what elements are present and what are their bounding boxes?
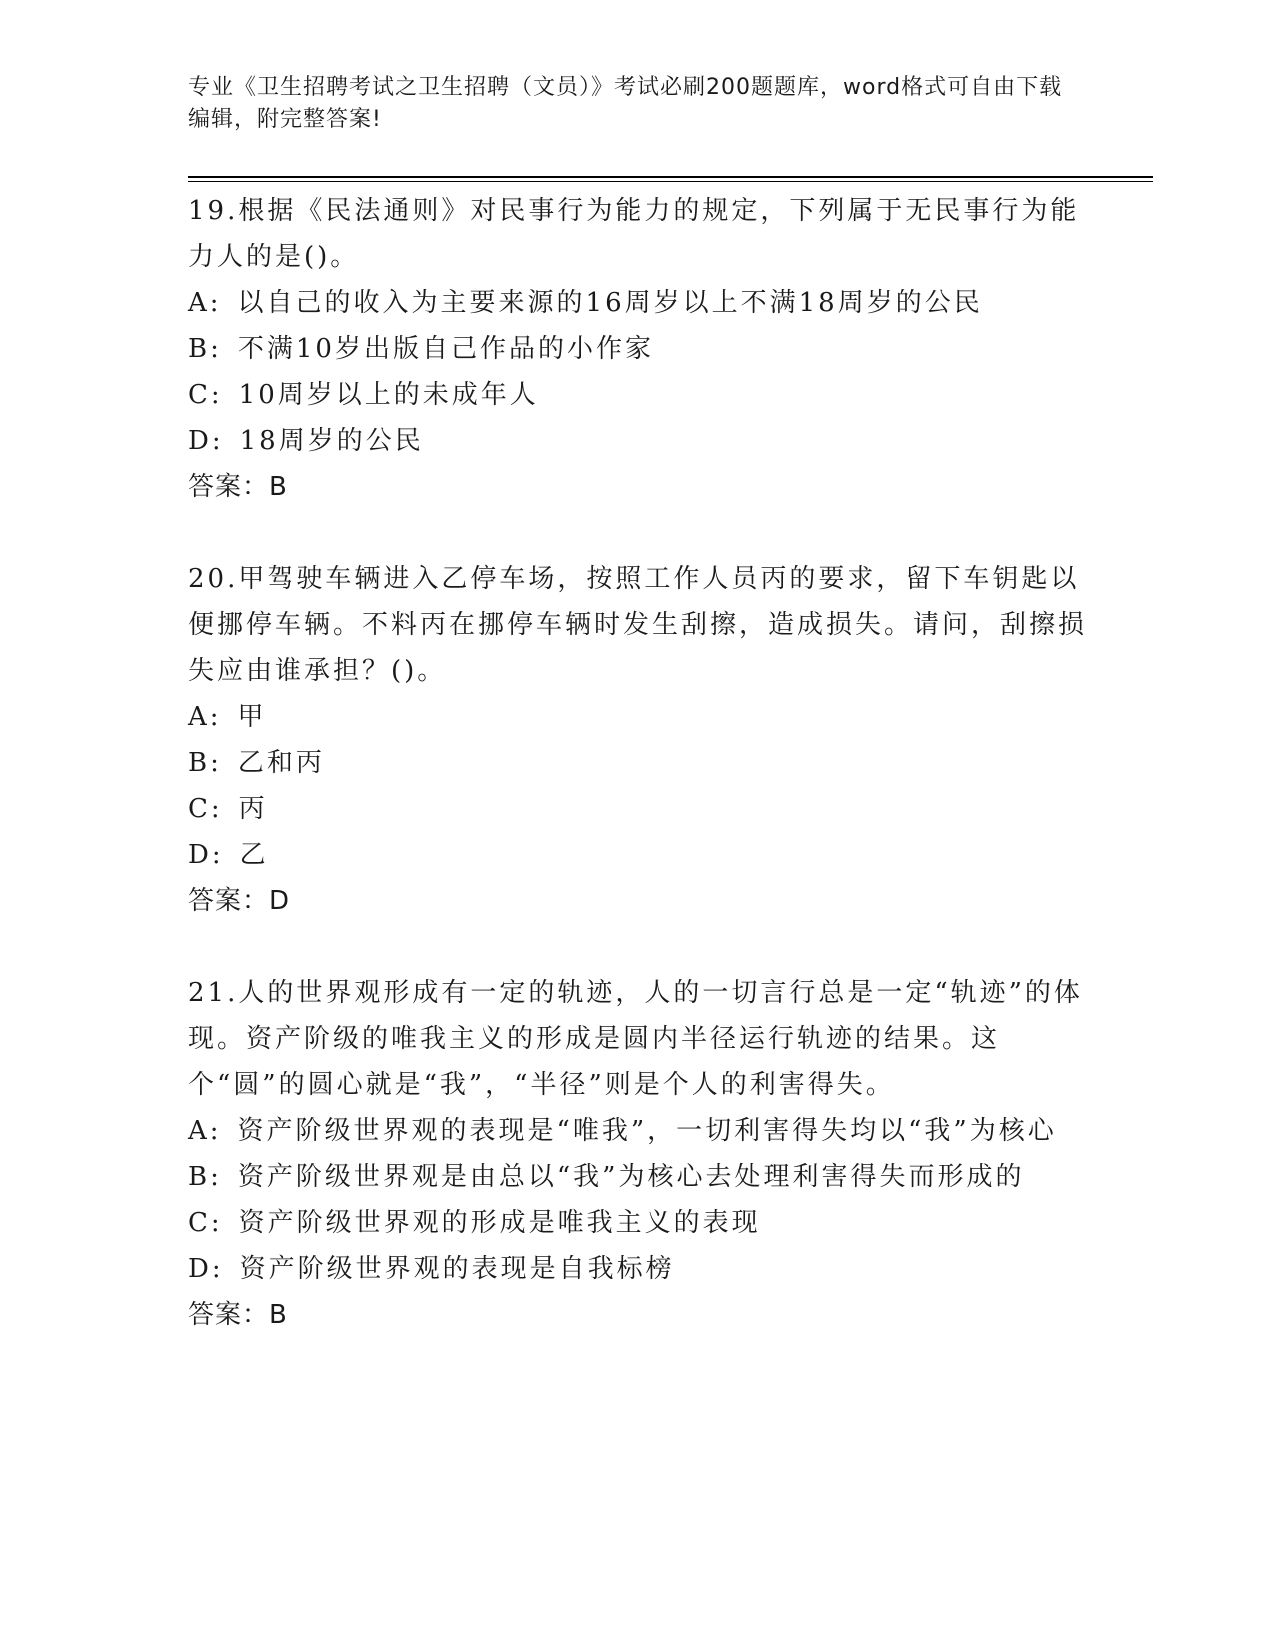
option-b [188, 740, 1088, 786]
option-text: 资产阶级世界观的表现是“唯我”，一切利害得失均以“我”为核心 [237, 1116, 1057, 1146]
option-text: 丙 [238, 794, 268, 824]
answer-label: 答案：D [188, 886, 291, 916]
document-header: 专业《卫生招聘考试之卫生招聘（文员）》考试必刷200题题库，word格式可自由下载编辑，附完整答案! [188, 75, 1063, 132]
question-stem: 19.根据《民法通则》对民事行为能力的规定，下列属于无民事行为能力人的是()。 [188, 196, 1080, 272]
option-letter: D: [188, 840, 224, 870]
option-letter: B: [188, 1162, 222, 1192]
option-text: 乙 [239, 840, 269, 870]
option-letter: C: [188, 1208, 223, 1238]
option-text: 资产阶级世界观的形成是唯我主义的表现 [238, 1208, 761, 1238]
option-text: 18周岁的公民 [239, 426, 424, 456]
header-rule-thick [188, 176, 1153, 178]
option-letter: D: [188, 426, 224, 456]
option-a [188, 694, 1088, 740]
option-c [188, 1200, 1088, 1246]
answer-label: 答案：B [188, 1300, 288, 1330]
question-20 [188, 556, 1088, 924]
option-d [188, 1246, 1088, 1292]
option-text: 不满10岁出版自己作品的小作家 [237, 334, 654, 364]
option-text: 资产阶级世界观是由总以“我”为核心去处理利害得失而形成的 [237, 1162, 1025, 1192]
option-text: 10周岁以上的未成年人 [238, 380, 539, 410]
option-text: 甲 [237, 702, 267, 732]
question-stem: 20.甲驾驶车辆进入乙停车场，按照工作人员丙的要求，留下车钥匙以便挪停车辆。不料丙在挪停车辆时发生刮擦，造成损失。请问，刮擦损失应由谁承担？()。 [188, 564, 1088, 686]
option-letter: A: [188, 702, 222, 732]
option-a [188, 1108, 1088, 1154]
option-letter: A: [188, 288, 222, 318]
option-c [188, 786, 1088, 832]
question-21 [188, 970, 1088, 1338]
option-text: 以自己的收入为主要来源的16周岁以上不满18周岁的公民 [237, 288, 983, 318]
question-19 [188, 188, 1088, 510]
option-letter: D: [188, 1254, 224, 1284]
option-letter: C: [188, 380, 223, 410]
option-b [188, 1154, 1088, 1200]
option-letter: B: [188, 334, 222, 364]
option-text: 乙和丙 [237, 748, 325, 778]
option-letter: A: [188, 1116, 222, 1146]
option-letter: C: [188, 794, 223, 824]
option-letter: B: [188, 748, 222, 778]
question-list [188, 188, 1088, 1338]
answer-label: 答案：B [188, 472, 288, 502]
option-b [188, 326, 1088, 372]
option-d [188, 832, 1088, 878]
option-text: 资产阶级世界观的表现是自我标榜 [239, 1254, 675, 1284]
option-d [188, 418, 1088, 464]
option-a [188, 280, 1088, 326]
option-c [188, 372, 1088, 418]
question-stem: 21.人的世界观形成有一定的轨迹，人的一切言行总是一定“轨迹”的体现。资产阶级的唯我主义的形成是圆内半径运行轨迹的结果。这个“圆”的圆心就是“我”，“半径”则是个人的利害得失。 [188, 978, 1083, 1100]
header-rule-thin [188, 181, 1153, 182]
